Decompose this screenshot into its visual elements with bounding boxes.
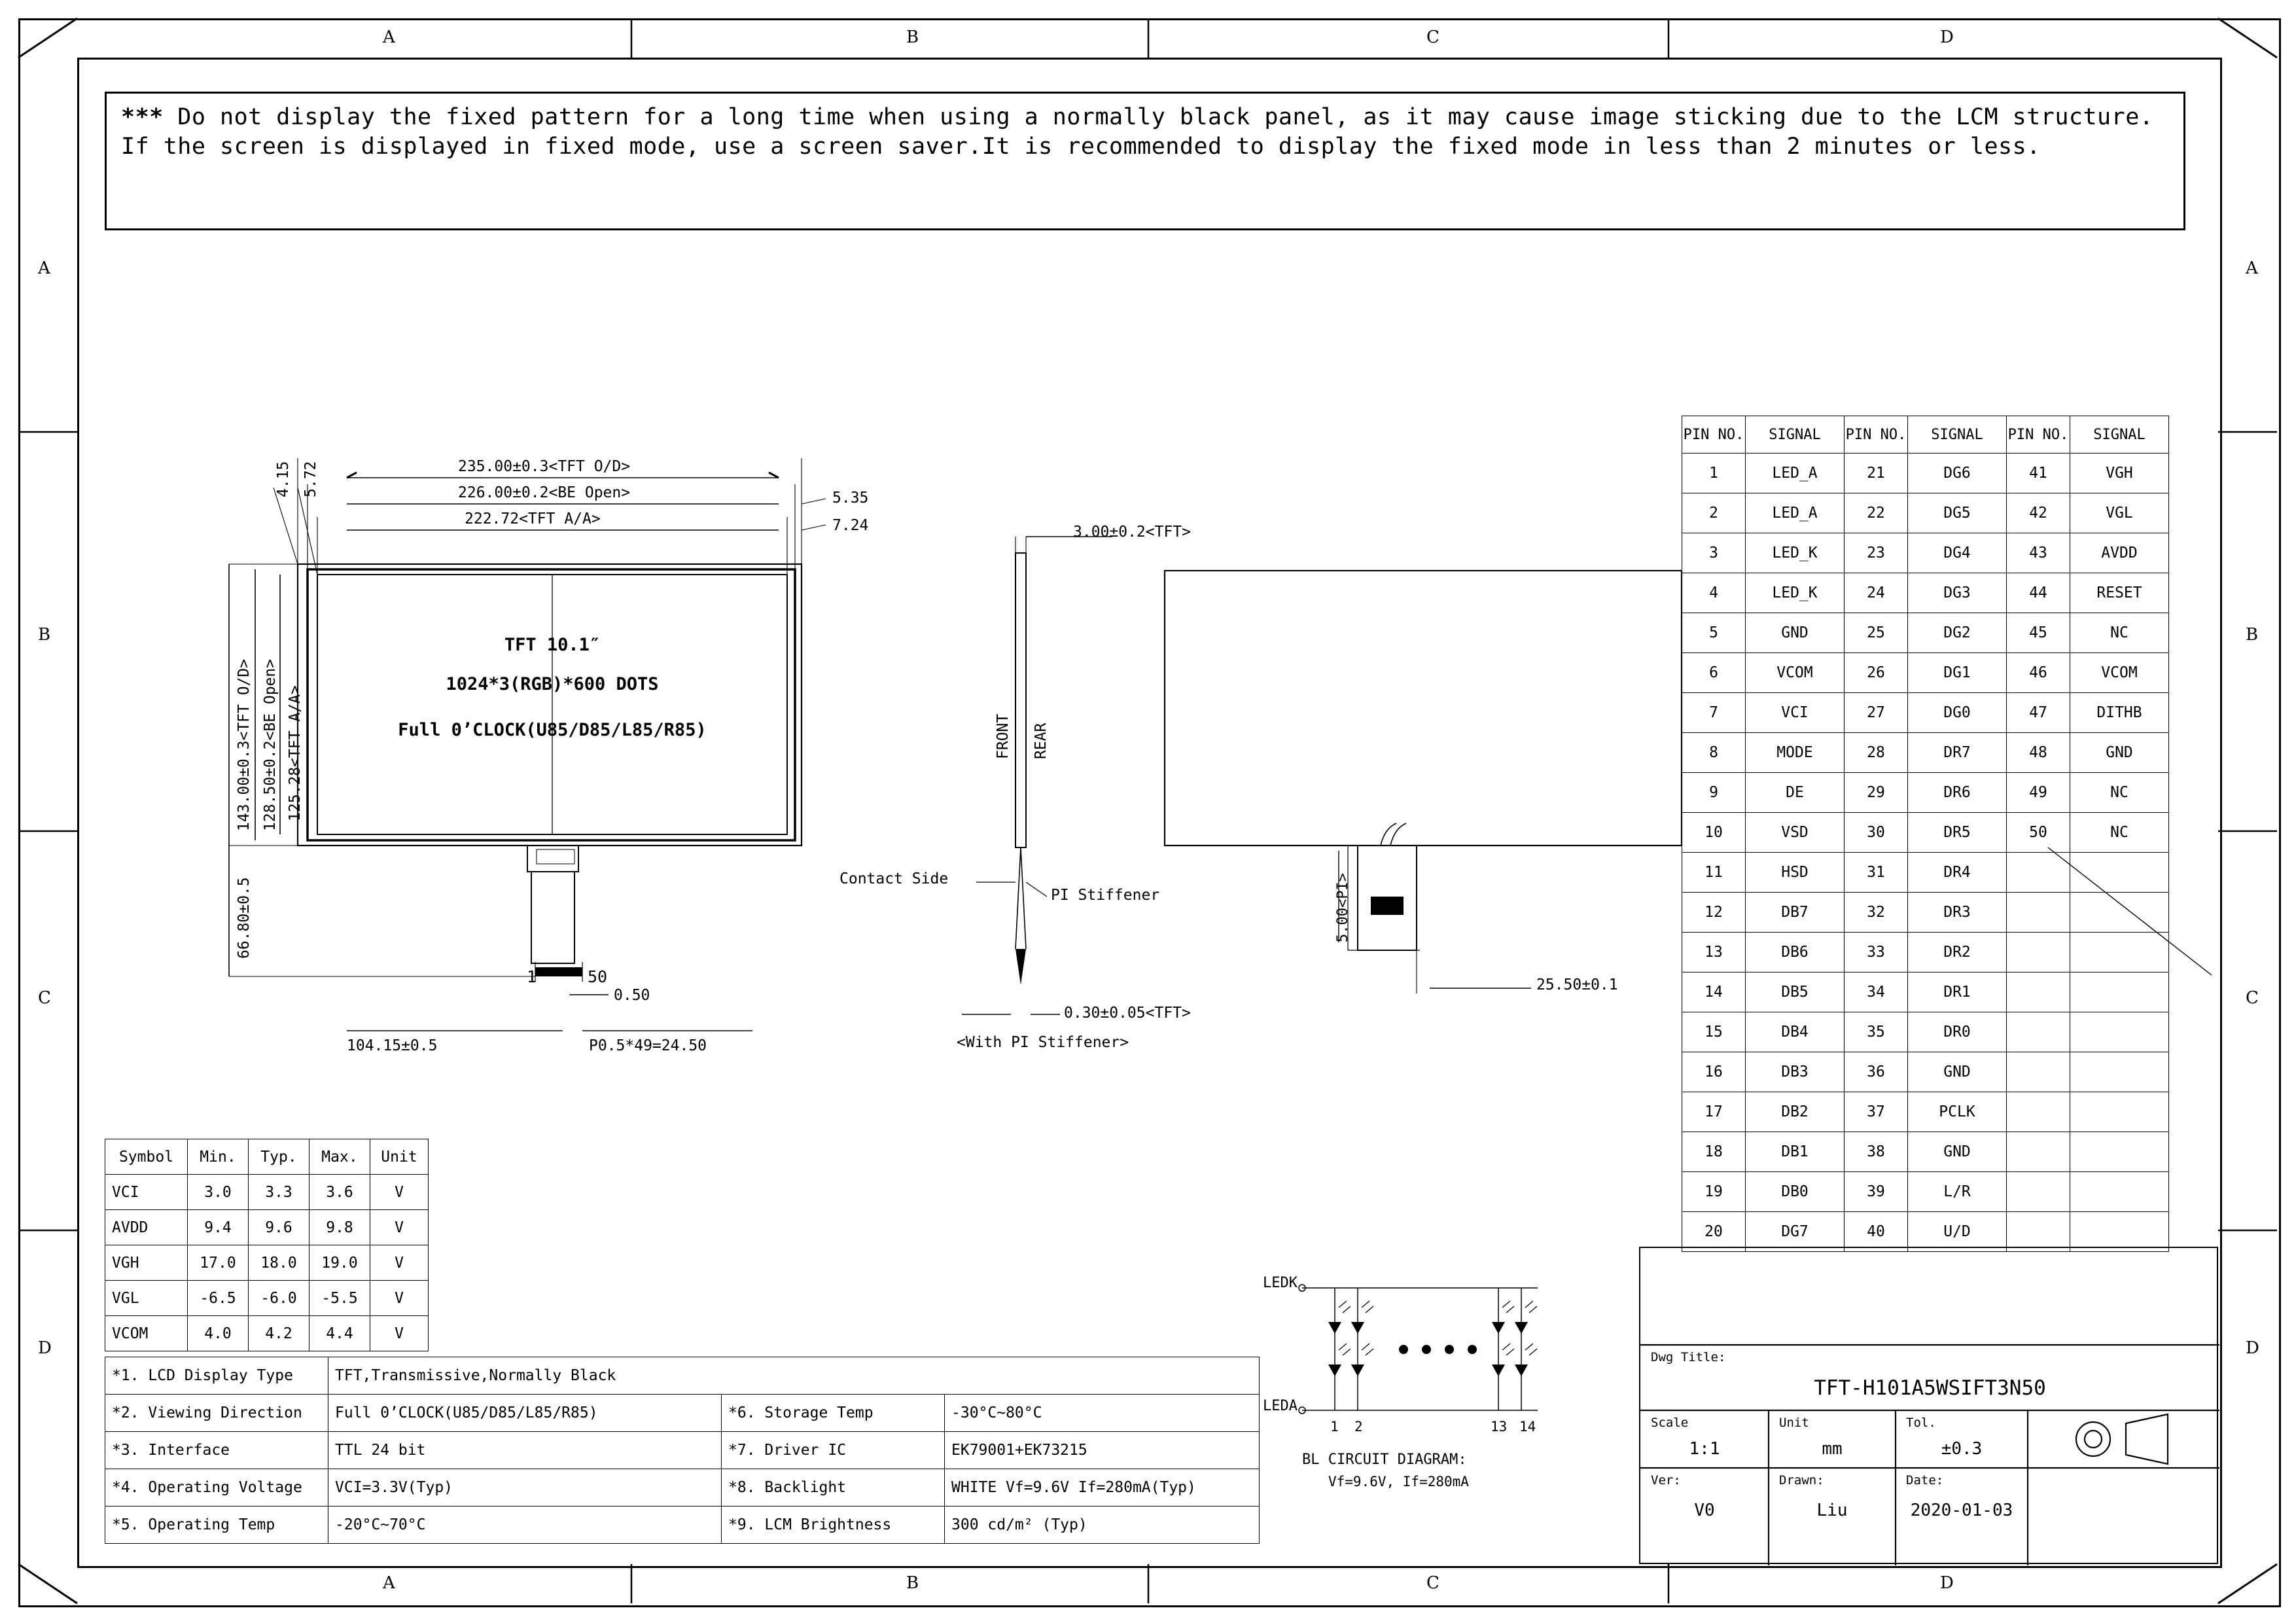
- pin-table-header-cell: SIGNAL: [1746, 416, 1845, 454]
- pin-table-cell: 24: [1845, 573, 1908, 613]
- pin-table-cell: DG4: [1908, 533, 2007, 573]
- dim-10415: 104.15±0.5: [347, 1037, 438, 1054]
- dim-572: 5.72: [302, 461, 319, 497]
- pin-table-cell: DE: [1746, 773, 1845, 813]
- pin-table-cell: NC: [2070, 813, 2169, 853]
- spec-key-2: *6. Storage Temp: [722, 1395, 945, 1432]
- warning-note-prefix: ***: [121, 104, 164, 130]
- pin-table-cell: 17: [1682, 1092, 1746, 1132]
- pin-table-cell: DB5: [1746, 972, 1845, 1012]
- pin-table-cell: DR4: [1908, 853, 2007, 893]
- bl-caption-values: Vf=9.6V, If=280mA: [1328, 1474, 1469, 1489]
- pin-table-cell: DR3: [1908, 893, 2007, 933]
- pin-table-cell: 39: [1845, 1172, 1908, 1212]
- zone-right-c: C: [2246, 988, 2259, 1008]
- pin-table-cell: MODE: [1746, 733, 1845, 773]
- bl-pin-13: 13: [1491, 1419, 1508, 1435]
- bl-pin-14: 14: [1519, 1419, 1536, 1435]
- pin-table-cell: 31: [1845, 853, 1908, 893]
- dim-tft-od-h: 143.00±0.3<TFT O/D>: [236, 658, 253, 831]
- pin-table-cell: 19: [1682, 1172, 1746, 1212]
- pin-table-cell: 18: [1682, 1132, 1746, 1172]
- pin-table-cell: 27: [1845, 693, 1908, 733]
- symbol-table-cell: AVDD: [105, 1210, 188, 1245]
- dim-6680: 66.80±0.5: [236, 877, 253, 959]
- pin-table-cell: LED_A: [1746, 493, 1845, 533]
- spec-value: TFT,Transmissive,Normally Black: [328, 1357, 1260, 1395]
- symbol-table-cell: 4.2: [249, 1316, 309, 1351]
- symbol-table-cell: VCOM: [105, 1316, 188, 1351]
- pin-table-cell: DR6: [1908, 773, 2007, 813]
- symbol-table-cell: 4.0: [188, 1316, 249, 1351]
- title-block: [1639, 1247, 2218, 1564]
- pin-table-cell: 29: [1845, 773, 1908, 813]
- pin-table-cell: 44: [2007, 573, 2070, 613]
- pin-table-cell: DB1: [1746, 1132, 1845, 1172]
- symbol-table-cell: 9.8: [309, 1210, 370, 1245]
- dim-535: 5.35: [832, 490, 869, 507]
- scale-label: Scale: [1651, 1416, 1689, 1430]
- dwg-title-label: Dwg Title:: [1651, 1350, 1726, 1364]
- pin-table-cell: GND: [2070, 733, 2169, 773]
- dim-pi-thickness: 0.30±0.05<TFT>: [1064, 1005, 1191, 1022]
- pin-table-cell: DR2: [1908, 933, 2007, 972]
- zone-top-c: C: [1426, 27, 1439, 47]
- symbol-table-cell: 3.3: [249, 1175, 309, 1210]
- pin-table-cell: DB4: [1746, 1012, 1845, 1052]
- pin-table-cell: LED_K: [1746, 573, 1845, 613]
- zone-bottom-d: D: [1940, 1573, 1954, 1593]
- pin-table-cell: VGL: [2070, 493, 2169, 533]
- pin-table-cell: 20: [1682, 1212, 1746, 1252]
- zone-top-b: B: [906, 27, 919, 47]
- symbol-table-cell: V: [370, 1281, 429, 1316]
- pin-table-cell: 37: [1845, 1092, 1908, 1132]
- panel-label-resolution: 1024*3(RGB)*600 DOTS: [446, 674, 659, 694]
- tol-label: Tol.: [1906, 1416, 1936, 1430]
- spec-key: *2. Viewing Direction: [105, 1395, 328, 1432]
- pin-table-cell: 46: [2007, 653, 2070, 693]
- pin-table-cell: 6: [1682, 653, 1746, 693]
- pin-table-cell: 11: [1682, 853, 1746, 893]
- pin-table-cell: 28: [1845, 733, 1908, 773]
- spec-key: *4. Operating Voltage: [105, 1469, 328, 1507]
- pin-table-cell: 25: [1845, 613, 1908, 653]
- dim-2550: 25.50±0.1: [1536, 976, 1618, 993]
- pin-table-cell: 41: [2007, 454, 2070, 493]
- pin-table-cell: LED_K: [1746, 533, 1845, 573]
- pin-table-cell: 1: [1682, 454, 1746, 493]
- drawn-value: Liu: [1816, 1501, 1848, 1520]
- bl-pin-1: 1: [1330, 1419, 1339, 1435]
- date-value: 2020-01-03: [1910, 1501, 2013, 1520]
- symbol-table-cell: -5.5: [309, 1281, 370, 1316]
- pin-table-cell: NC: [2070, 613, 2169, 653]
- pin-table-cell: 21: [1845, 454, 1908, 493]
- dim-050: 0.50: [614, 987, 650, 1004]
- pin-table-cell: 32: [1845, 893, 1908, 933]
- symbol-table-cell: VGL: [105, 1281, 188, 1316]
- pin-table-cell: DG7: [1746, 1212, 1845, 1252]
- pin-table-cell: 45: [2007, 613, 2070, 653]
- pin-table-cell: DITHB: [2070, 693, 2169, 733]
- pin-table-cell: DR0: [1908, 1012, 2007, 1052]
- pin-table-cell: DG6: [1908, 454, 2007, 493]
- pin-table-cell: 38: [1845, 1132, 1908, 1172]
- spec-value: Full 0’CLOCK(U85/D85/L85/R85): [328, 1395, 722, 1432]
- symbol-table-cell: V: [370, 1210, 429, 1245]
- pin-table-header-cell: SIGNAL: [1908, 416, 2007, 454]
- pin-table-cell: 4: [1682, 573, 1746, 613]
- symbol-table-cell: 3.0: [188, 1175, 249, 1210]
- dim-724: 7.24: [832, 517, 869, 534]
- dim-tft-aa-h: 125.28<TFT A/A>: [287, 685, 304, 821]
- pin-table-cell: 22: [1845, 493, 1908, 533]
- pin-table-cell: DG1: [1908, 653, 2007, 693]
- symbol-table-cell: VGH: [105, 1245, 188, 1281]
- pin-table-cell: DR1: [1908, 972, 2007, 1012]
- symbol-table-cell: 9.4: [188, 1210, 249, 1245]
- pin-table-cell: DG0: [1908, 693, 2007, 733]
- unit-value: mm: [1822, 1439, 1843, 1459]
- pin-table-cell: 40: [1845, 1212, 1908, 1252]
- dim-415: 4.15: [275, 461, 292, 497]
- pin-table-cell: 50: [2007, 813, 2070, 853]
- zone-left-c: C: [38, 988, 51, 1008]
- spec-key: *3. Interface: [105, 1432, 328, 1469]
- zone-bottom-a: A: [383, 1573, 395, 1593]
- bl-ledk-label: LEDK: [1263, 1275, 1298, 1291]
- symbol-table-header-cell: Max.: [309, 1139, 370, 1175]
- dim-thickness: 3.00±0.2<TFT>: [1073, 524, 1192, 541]
- zone-left-d: D: [38, 1338, 52, 1358]
- label-rear: REAR: [1033, 722, 1050, 759]
- ver-label: Ver:: [1651, 1473, 1681, 1488]
- zone-left-b: B: [38, 625, 51, 645]
- dwg-title-value: TFT-H101A5WSIFT3N50: [1814, 1376, 2046, 1400]
- label-contact-side: Contact Side: [839, 870, 949, 887]
- dim-be-open-w: 226.00±0.2<BE Open>: [458, 484, 631, 501]
- symbol-table-header-cell: Typ.: [249, 1139, 309, 1175]
- symbol-table-cell: V: [370, 1316, 429, 1351]
- pin-table-cell: U/D: [1908, 1212, 2007, 1252]
- pin-table-cell: DG5: [1908, 493, 2007, 533]
- pin-table-cell: DR5: [1908, 813, 2007, 853]
- pin-table-cell: 43: [2007, 533, 2070, 573]
- dim-tft-od-w: 235.00±0.3<TFT O/D>: [458, 458, 631, 475]
- pin-table-cell: 2: [1682, 493, 1746, 533]
- spec-key-2: *9. LCM Brightness: [722, 1507, 945, 1544]
- pin-table-cell: 30: [1845, 813, 1908, 853]
- pin-table-cell: DB6: [1746, 933, 1845, 972]
- symbol-table-cell: -6.5: [188, 1281, 249, 1316]
- symbol-table-header-cell: Unit: [370, 1139, 429, 1175]
- panel-label-size: TFT 10.1″: [504, 635, 601, 655]
- pin-table-cell: 33: [1845, 933, 1908, 972]
- pin-table-cell: VCOM: [1746, 653, 1845, 693]
- spec-value: VCI=3.3V(Typ): [328, 1469, 722, 1507]
- zone-top-d: D: [1940, 27, 1954, 47]
- pin-table-cell: GND: [1908, 1052, 2007, 1092]
- warning-note-text: Do not display the fixed pattern for a long time when using a normally black panel, as it may cause image sticking due to the LCM structure. If the screen is displayed in fixed mode, use a screen saver.It is recommended to display the fixed mode in less than 2 minutes or less.: [121, 104, 2154, 160]
- pin-table-cell: 13: [1682, 933, 1746, 972]
- symbol-table-header-cell: Min.: [188, 1139, 249, 1175]
- pin-table-cell: 47: [2007, 693, 2070, 733]
- spec-value: TTL 24 bit: [328, 1432, 722, 1469]
- pin-table-cell: 36: [1845, 1052, 1908, 1092]
- symbol-table-cell: V: [370, 1245, 429, 1281]
- symbol-table-header-cell: Symbol: [105, 1139, 188, 1175]
- pin-table-cell: DB0: [1746, 1172, 1845, 1212]
- pin-table-cell: 16: [1682, 1052, 1746, 1092]
- pin-table-cell: 7: [1682, 693, 1746, 733]
- pin-table-cell: 3: [1682, 533, 1746, 573]
- pin-table-cell: DB3: [1746, 1052, 1845, 1092]
- label-pi-stiffener: PI Stiffener: [1051, 887, 1160, 904]
- pin-table-cell: 8: [1682, 733, 1746, 773]
- bl-leda-label: LEDA: [1263, 1398, 1298, 1414]
- symbol-table-cell: -6.0: [249, 1281, 309, 1316]
- note-with-pi-stiffener: <With PI Stiffener>: [957, 1034, 1129, 1051]
- pin-table-cell: LED_A: [1746, 454, 1845, 493]
- pin-table-cell: VSD: [1746, 813, 1845, 853]
- spec-value: -20°C~70°C: [328, 1507, 722, 1544]
- zone-right-b: B: [2246, 625, 2259, 645]
- zone-bottom-c: C: [1426, 1573, 1439, 1593]
- tol-value: ±0.3: [1941, 1439, 1983, 1459]
- pin-table-cell: L/R: [1908, 1172, 2007, 1212]
- pin-table-cell: 49: [2007, 773, 2070, 813]
- spec-key: *5. Operating Temp: [105, 1507, 328, 1544]
- drawn-label: Drawn:: [1779, 1473, 1824, 1488]
- spec-value-2: 300 cd/m² (Typ): [945, 1507, 1260, 1544]
- pin-table-cell: 48: [2007, 733, 2070, 773]
- pin-table-cell: 15: [1682, 1012, 1746, 1052]
- dim-tft-aa-w: 222.72<TFT A/A>: [465, 510, 601, 527]
- spec-key-2: *7. Driver IC: [722, 1432, 945, 1469]
- pin-table-cell: 9: [1682, 773, 1746, 813]
- pin-table-cell: 23: [1845, 533, 1908, 573]
- pin-table-cell: 10: [1682, 813, 1746, 853]
- pin-table-cell: DG2: [1908, 613, 2007, 653]
- pin-table-header-cell: PIN NO.: [2007, 416, 2070, 454]
- pin-table-cell: PCLK: [1908, 1092, 2007, 1132]
- zone-left-a: A: [38, 259, 50, 278]
- pin-table-cell: 34: [1845, 972, 1908, 1012]
- pin-table-header-cell: PIN NO.: [1845, 416, 1908, 454]
- symbol-table-cell: 17.0: [188, 1245, 249, 1281]
- spec-key-2: *8. Backlight: [722, 1469, 945, 1507]
- pin-table-cell: VCOM: [2070, 653, 2169, 693]
- scale-value: 1:1: [1689, 1439, 1720, 1459]
- unit-label: Unit: [1779, 1416, 1809, 1430]
- spec-key: *1. LCD Display Type: [105, 1357, 328, 1395]
- symbol-table-cell: 3.6: [309, 1175, 370, 1210]
- pin-table-cell: DB2: [1746, 1092, 1845, 1132]
- label-front: FRONT: [995, 713, 1012, 759]
- panel-label-clock: Full 0’CLOCK(U85/D85/L85/R85): [398, 720, 707, 740]
- zone-top-a: A: [383, 27, 395, 47]
- pin-table-cell: 26: [1845, 653, 1908, 693]
- pin-table-cell: 14: [1682, 972, 1746, 1012]
- pin-table-cell: RESET: [2070, 573, 2169, 613]
- pin-table-cell: VCI: [1746, 693, 1845, 733]
- dim-be-open-h: 128.50±0.2<BE Open>: [262, 658, 279, 831]
- pin-table-header-cell: PIN NO.: [1682, 416, 1746, 454]
- bl-caption-title: BL CIRCUIT DIAGRAM:: [1302, 1452, 1467, 1468]
- pin-table-cell: NC: [2070, 773, 2169, 813]
- symbol-table-cell: 19.0: [309, 1245, 370, 1281]
- zone-right-d: D: [2246, 1338, 2259, 1358]
- pin-table-cell: HSD: [1746, 853, 1845, 893]
- pin-table-cell: 35: [1845, 1012, 1908, 1052]
- pin-table-cell: DG3: [1908, 573, 2007, 613]
- zone-bottom-b: B: [906, 1573, 919, 1593]
- ver-value: V0: [1694, 1501, 1715, 1520]
- date-label: Date:: [1906, 1473, 1944, 1488]
- pin-table-cell: 5: [1682, 613, 1746, 653]
- pin-table-cell: GND: [1908, 1132, 2007, 1172]
- pin-table-header-cell: SIGNAL: [2070, 416, 2169, 454]
- spec-value-2: EK79001+EK73215: [945, 1432, 1260, 1469]
- fpc-pin-1: 1: [527, 967, 537, 986]
- symbol-table-cell: VCI: [105, 1175, 188, 1210]
- fpc-pin-50: 50: [588, 967, 608, 986]
- pin-table-cell: DR7: [1908, 733, 2007, 773]
- spec-value-2: WHITE Vf=9.6V If=280mA(Typ): [945, 1469, 1260, 1507]
- pin-table-cell: VGH: [2070, 454, 2169, 493]
- dim-pitch: P0.5*49=24.50: [589, 1037, 707, 1054]
- spec-value-2: -30°C~80°C: [945, 1395, 1260, 1432]
- zone-right-a: A: [2246, 259, 2258, 278]
- bl-pin-2: 2: [1354, 1419, 1363, 1435]
- symbol-table-cell: 4.4: [309, 1316, 370, 1351]
- symbol-table-cell: 18.0: [249, 1245, 309, 1281]
- pin-table-cell: AVDD: [2070, 533, 2169, 573]
- symbol-table-cell: 9.6: [249, 1210, 309, 1245]
- pin-table-cell: DB7: [1746, 893, 1845, 933]
- dim-fpc-pi: 5.00<PI>: [1335, 873, 1351, 942]
- pin-table-cell: 12: [1682, 893, 1746, 933]
- pin-table-cell: 42: [2007, 493, 2070, 533]
- pin-table-cell: GND: [1746, 613, 1845, 653]
- symbol-table-cell: V: [370, 1175, 429, 1210]
